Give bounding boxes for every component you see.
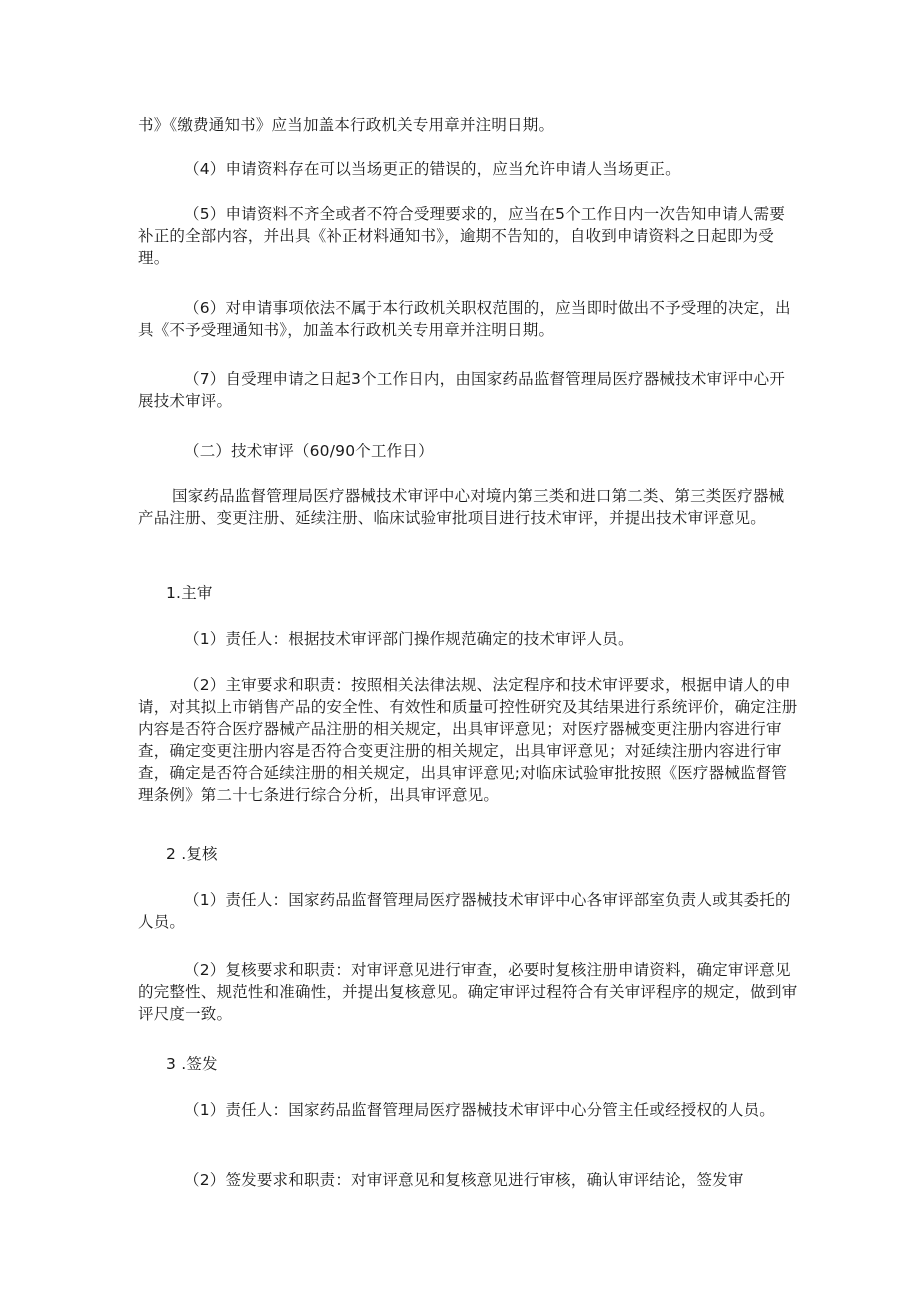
paragraph-item-5: （5）申请资料不齐全或者不符合受理要求的，应当在5个工作日内一次告知申请人需要补正的全部内容，并出具《补正材料通知书》，逾期不告知的，自收到申请资料之日起即为受理。 [138, 205, 786, 267]
paragraph-recheck-responsible: （1）责任人：国家药品监督管理局医疗器械技术审评中心各审评部室负责人或其委托的人员。 [138, 891, 791, 931]
paragraph-item-6: （6）对申请事项依法不属于本行政机关职权范围的，应当即时做出不予受理的决定，出具《不予受理通知书》，加盖本行政机关专用章并注明日期。 [138, 299, 791, 339]
paragraph-technical-review-intro: 国家药品监督管理局医疗器械技术审评中心对境内第三类和进口第二类、第三类医疗器械产品注册、变更注册、延续注册、临床试验审批项目进行技术审评，并提出技术审评意见。 [138, 487, 785, 527]
paragraph-primary-duties: （2）主审要求和职责：按照相关法律法规、法定程序和技术审评要求，根据申请人的申请，对其拟上市销售产品的安全性、有效性和质量可控性研究及其结果进行系统评价，确定注册内容是否符合医疗器械产品注册的相关规定，出具审评意见；对医疗器械变更注册内容进行审查，确定变更注册内容是否符合变更注册的相关规定，出具审评意见；对延续注册内容进行审查，确定是否符合延续注册的相关规定，出具审评意见;对临床试验审批按照《医疗器械监督管理条例》第二十七条进行综合分析，出具审评意见。 [138, 676, 798, 804]
paragraph-issuance-duties: （2）签发要求和职责：对审评意见和复核意见进行审核，确认审评结论，签发审 [184, 1171, 744, 1189]
subheading-issuance: 3 .签发 [166, 1055, 218, 1073]
subheading-recheck: 2 .复核 [166, 845, 218, 863]
section-heading-technical-review: （二）技术审评（60/90个工作日） [184, 442, 434, 460]
paragraph-issuance-responsible: （1）责任人：国家药品监督管理局医疗器械技术审评中心分管主任或经授权的人员。 [184, 1101, 775, 1119]
paragraph-item-4: （4）申请资料存在可以当场更正的错误的，应当允许申请人当场更正。 [184, 160, 681, 178]
paragraph-notice-continuation: 书》《缴费通知书》应当加盖本行政机关专用章并注明日期。 [138, 116, 555, 134]
subheading-primary-review: 1.主审 [166, 584, 213, 602]
paragraph-recheck-duties: （2）复核要求和职责：对审评意见进行审查，必要时复核注册申请资料，确定审评意见的完整性、规范性和准确性，并提出复核意见。确定审评过程符合有关审评程序的规定，做到审评尺度一致。 [138, 961, 798, 1023]
paragraph-item-7: （7）自受理申请之日起3个工作日内，由国家药品监督管理局医疗器械技术审评中心开展技术审评。 [138, 370, 786, 410]
paragraph-primary-responsible: （1）责任人：根据技术审评部门操作规范确定的技术审评人员。 [184, 630, 634, 648]
